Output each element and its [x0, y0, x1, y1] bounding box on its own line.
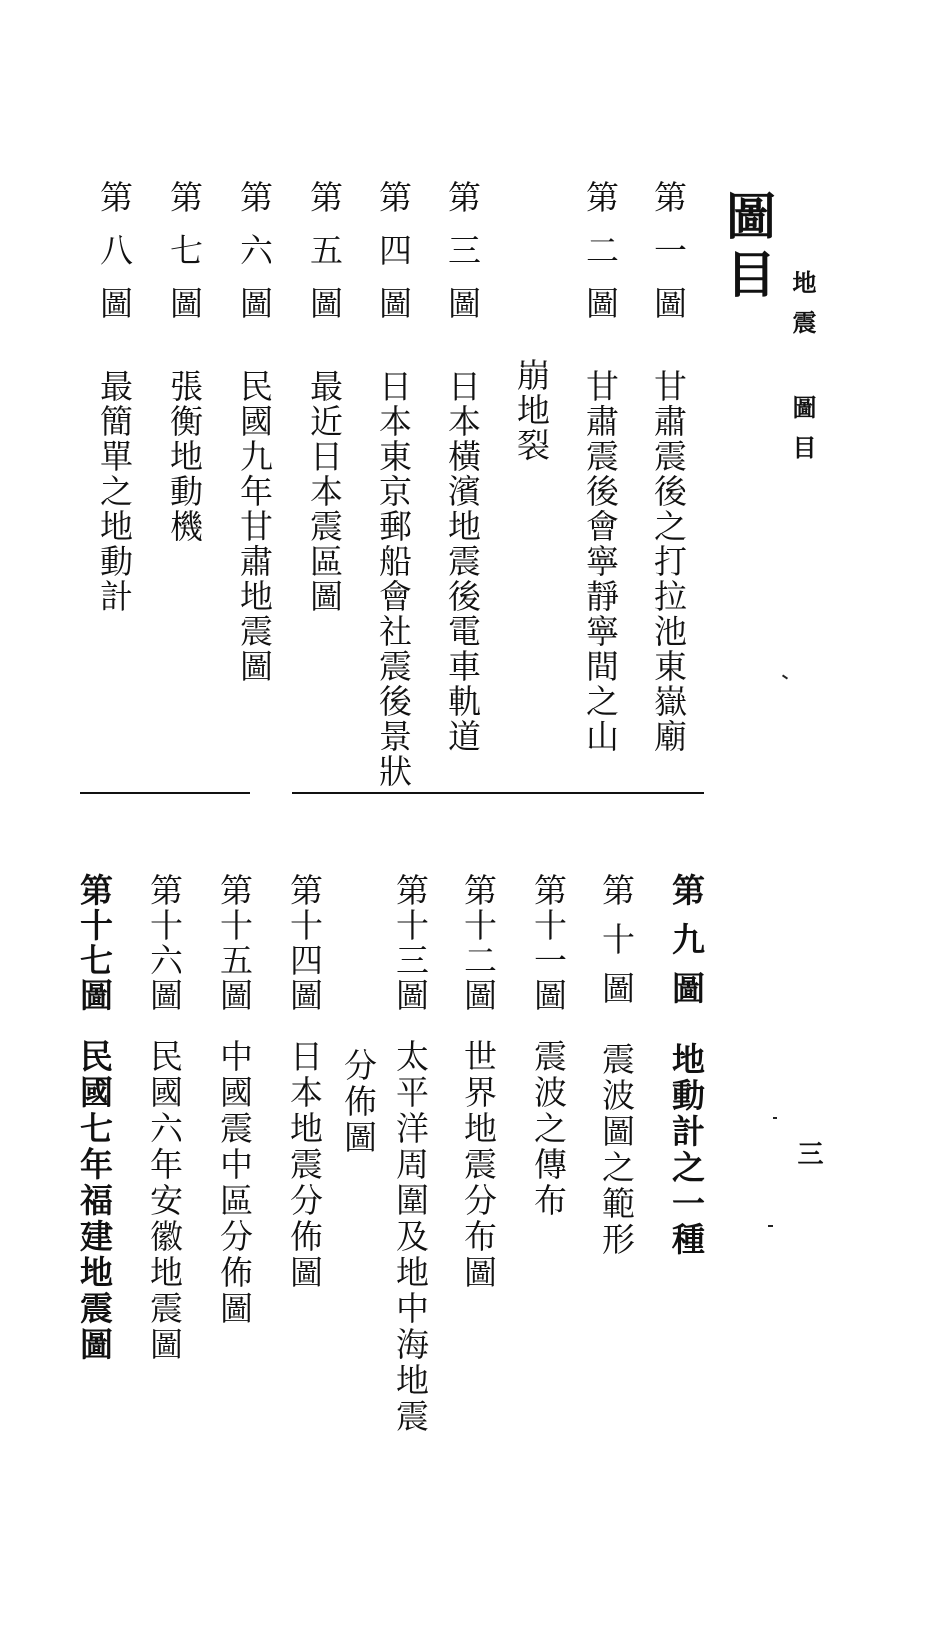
figure-number: 第一圖: [649, 180, 688, 339]
toc-entry-14: [285, 873, 324, 1291]
figure-title: 震波圖之範形: [597, 1042, 636, 1258]
figure-number: 第八圖: [95, 180, 134, 339]
figure-title: 甘肅震後之打拉池東嶽廟: [649, 369, 688, 754]
figure-title: 中國震中區分佈圖: [215, 1039, 254, 1327]
figure-number: 第十五圖: [215, 873, 254, 1013]
toc-entry-3: [443, 180, 482, 754]
figure-title: 世界地震分布圖: [459, 1039, 498, 1291]
figure-number: 第三圖: [443, 180, 482, 339]
figure-title: 震波之傳布: [529, 1039, 568, 1219]
toc-entry-1: [649, 180, 688, 754]
figure-title: 民國六年安徽地震圖: [145, 1039, 184, 1363]
figure-title: 最簡單之地動計: [95, 369, 134, 614]
toc-entry-15: [215, 873, 254, 1327]
toc-entry-8: [95, 180, 134, 614]
section-heading: 圖目: [718, 190, 777, 306]
figure-number: 第六圖: [235, 180, 274, 339]
toc-entry-16: [145, 873, 184, 1363]
page-number: 三: [793, 1140, 823, 1166]
figure-title: 民國七年福建地震圖: [75, 1039, 114, 1363]
scan-speck: [782, 674, 788, 679]
figure-title: 張衡地動機: [165, 369, 204, 544]
figure-number: 第五圖: [305, 180, 344, 339]
figure-number: 第七圖: [165, 180, 204, 339]
toc-entry-6: [235, 180, 274, 684]
figure-number: 第十二圖: [459, 873, 498, 1013]
figure-title: 太平洋周圍及地中海地震: [391, 1039, 430, 1435]
figure-number: 第四圖: [374, 180, 413, 339]
divider-rule-right: [292, 792, 704, 794]
figure-title: 日本東京郵船會社震後景狀: [374, 369, 413, 789]
toc-entry-5: [305, 180, 344, 614]
scan-speck: [773, 1117, 777, 1119]
figure-number: 第九圖: [667, 873, 706, 1020]
divider-rule-left: [80, 792, 250, 794]
toc-entry-2-continuation: 崩地裂: [512, 358, 551, 463]
running-head: 地震 圖目: [788, 270, 817, 475]
figure-number: 第十六圖: [145, 873, 184, 1013]
figure-number: 第十七圖: [75, 873, 114, 1013]
figure-number: 第十四圖: [285, 873, 324, 1013]
toc-entry-13-continuation: 分佈圖: [339, 1048, 378, 1156]
figure-title: 甘肅震後會寧靜寧間之山: [581, 369, 620, 754]
figure-title: 日本地震分佈圖: [285, 1039, 324, 1291]
figure-number: 第十一圖: [529, 873, 568, 1013]
toc-entry-13: [391, 873, 430, 1435]
toc-entry-7: [165, 180, 204, 544]
figure-title: 民國九年甘肅地震圖: [235, 369, 274, 684]
figure-title: 地動計之一種: [667, 1042, 706, 1258]
figure-number: 第十三圖: [391, 873, 430, 1013]
toc-entry-10: [597, 873, 636, 1258]
figure-title: 最近日本震區圖: [305, 369, 344, 614]
scan-speck: [768, 1225, 773, 1227]
toc-entry-9: [667, 873, 706, 1258]
figure-number: 第十圖: [597, 873, 636, 1020]
toc-entry-11: [529, 873, 568, 1219]
toc-entry-2: [581, 180, 620, 754]
toc-entry-12: [459, 873, 498, 1291]
figure-title: 日本橫濱地震後電車軌道: [443, 369, 482, 754]
toc-entry-4: [374, 180, 413, 789]
toc-entry-17: [75, 873, 114, 1363]
figure-number: 第二圖: [581, 180, 620, 339]
